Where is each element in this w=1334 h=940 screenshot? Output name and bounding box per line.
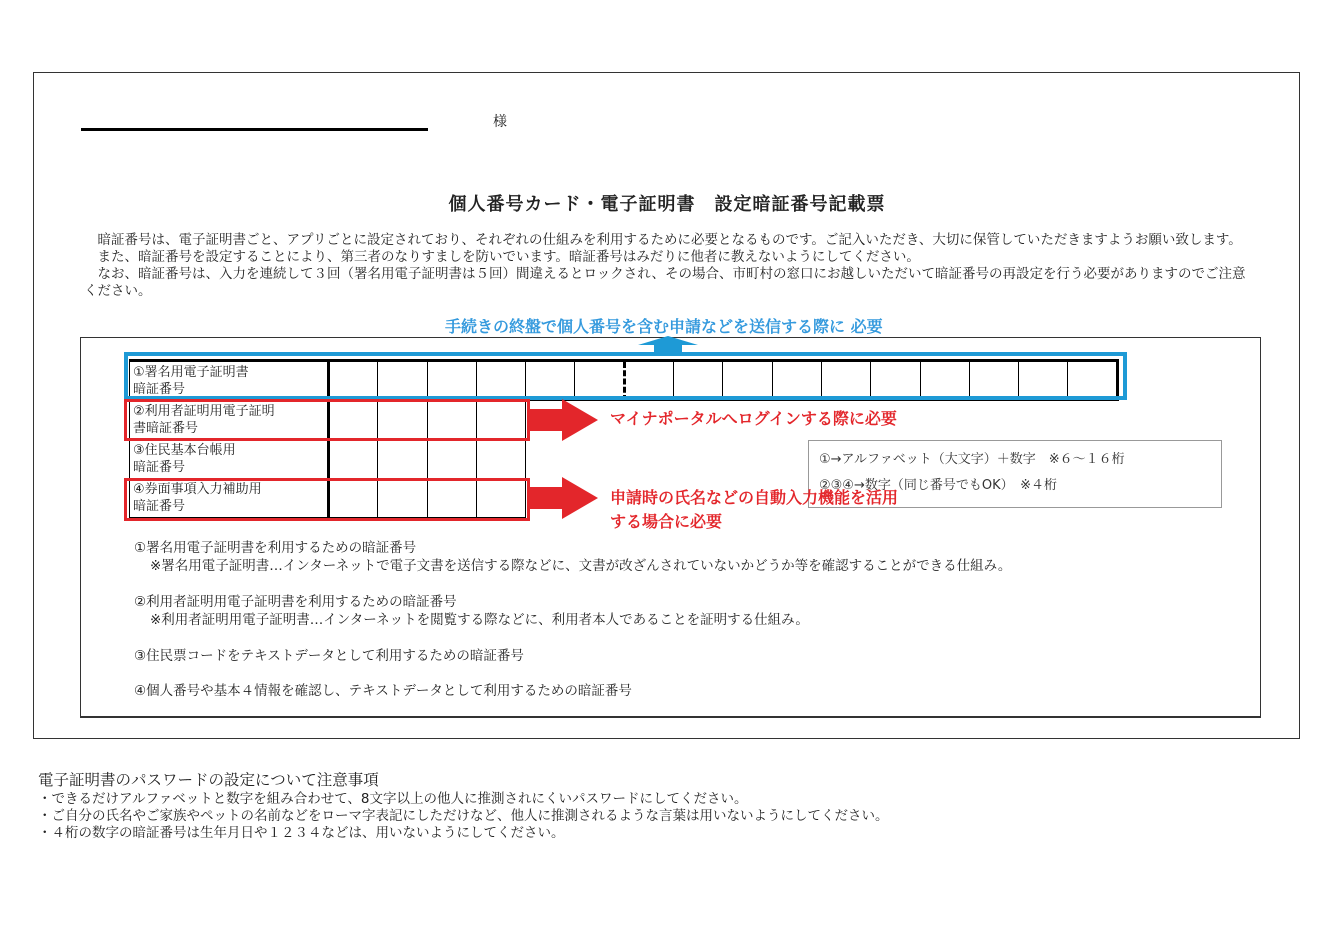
- intro-text: [84, 232, 1256, 300]
- autofill-annotation-line: 申請時の氏名などの自動入力機能を活用: [610, 488, 899, 507]
- pin-blank-cell: [624, 440, 673, 479]
- footer-item: ・４桁の数字の暗証番号は生年月日や１２３４などは、用いないようにしてください。: [38, 825, 565, 841]
- pin-blank-cell: [674, 440, 723, 479]
- autofill-pin-highlight: [124, 478, 530, 521]
- description-note: ※利用者証明用電子証明書…インターネットを閲覧する際などに、利用者本人であることを証明する仕組み。: [150, 612, 809, 628]
- footer-item: ・ご自分の氏名やご家族やペットの名前などをローマ字表記にしただけなど、他人に推測されるような言葉は用いないようにしてください。: [38, 808, 889, 824]
- intro-paragraph: また、暗証番号を設定することにより、第三者のなりすましを防いでいます。暗証番号はみだりに他者に教えないようにしてください。: [97, 249, 920, 265]
- pin-blank-cell: [1068, 401, 1117, 440]
- description-1: [134, 539, 1011, 575]
- pin-digit-box[interactable]: [329, 440, 378, 479]
- pin-row-label: ③住民基本台帳用 暗証番号: [130, 440, 329, 479]
- name-line: [81, 128, 428, 131]
- footer-list: [38, 791, 889, 842]
- pin-row-label: ②利用者証明用電子証明 書暗証番号: [130, 401, 329, 440]
- footer-heading: 電子証明書のパスワードの設定について注意事項: [38, 771, 379, 789]
- login-pin-highlight: [124, 399, 530, 441]
- description-title: ①署名用電子証明書を利用するための暗証番号: [134, 540, 417, 556]
- pin-digit-box[interactable]: [378, 440, 427, 479]
- arrow-up-icon: [638, 336, 698, 353]
- footer-item: ・できるだけアルファベットと数字を組み合わせて、8文字以上の他人に推測されにくいパスワードにしてください。: [38, 791, 748, 807]
- legend-line: ①→アルファベット（大文字）＋数字 ※６～１６桁: [819, 452, 1125, 467]
- description-4: ④個人番号や基本４情報を確認し、テキストデータとして利用するための暗証番号: [134, 683, 632, 699]
- pin-digit-box[interactable]: [476, 440, 525, 479]
- page-title: 個人番号カード・電子証明書 設定暗証番号記載票: [448, 194, 886, 215]
- arrow-right-icon: [528, 477, 598, 519]
- pin-blank-cell: [575, 440, 624, 479]
- intro-paragraph: なお、暗証番号は、入力を連続して３回（署名用電子証明書は５回）間違えるとロックされ、その場合、市町村の窓口にお越しいただいて暗証番号の再設定を行う必要がありますのでご注意ください。: [84, 266, 1246, 299]
- pin-digit-box[interactable]: [427, 440, 476, 479]
- description-note: ※署名用電子証明書…インターネットで電子文書を送信する際などに、文書が改ざんされていないかどうか等を確認することができる仕組み。: [150, 558, 1012, 574]
- pin-blank-cell: [723, 440, 772, 479]
- description-title: ②利用者証明用電子証明書を利用するための暗証番号: [134, 594, 457, 610]
- legend-line: ②③④→数字（同じ番号でもOK） ※４桁: [819, 478, 1058, 493]
- login-annotation: マイナポータルへログインする際に必要: [610, 409, 897, 428]
- autofill-annotation: [610, 486, 898, 534]
- intro-paragraph: 暗証番号は、電子証明書ごと、アプリごとに設定されており、それぞれの仕組みを利用するために必要となるものです。ご記入いただき、大切に保管していただきますようお願い致します。: [97, 232, 1242, 248]
- pin-blank-cell: [526, 440, 575, 479]
- pin-blank-cell: [969, 401, 1018, 440]
- pin-row-label: ④券面事項入力補助用 暗証番号: [130, 479, 329, 518]
- honorific: 様: [493, 114, 507, 130]
- description-3: ③住民票コードをテキストデータとして利用するための暗証番号: [134, 648, 524, 664]
- blue-annotation: 手続きの終盤で個人番号を含む申請などを送信する際に 必要: [445, 317, 883, 336]
- autofill-annotation-line: する場合に必要: [610, 512, 723, 531]
- description-2: [134, 593, 809, 629]
- arrow-right-icon: [528, 399, 598, 441]
- signature-pin-highlight: [124, 352, 1127, 400]
- pin-blank-cell: [920, 401, 969, 440]
- pin-row-label: ①署名用電子証明書 暗証番号: [130, 361, 329, 401]
- pin-blank-cell: [1019, 401, 1068, 440]
